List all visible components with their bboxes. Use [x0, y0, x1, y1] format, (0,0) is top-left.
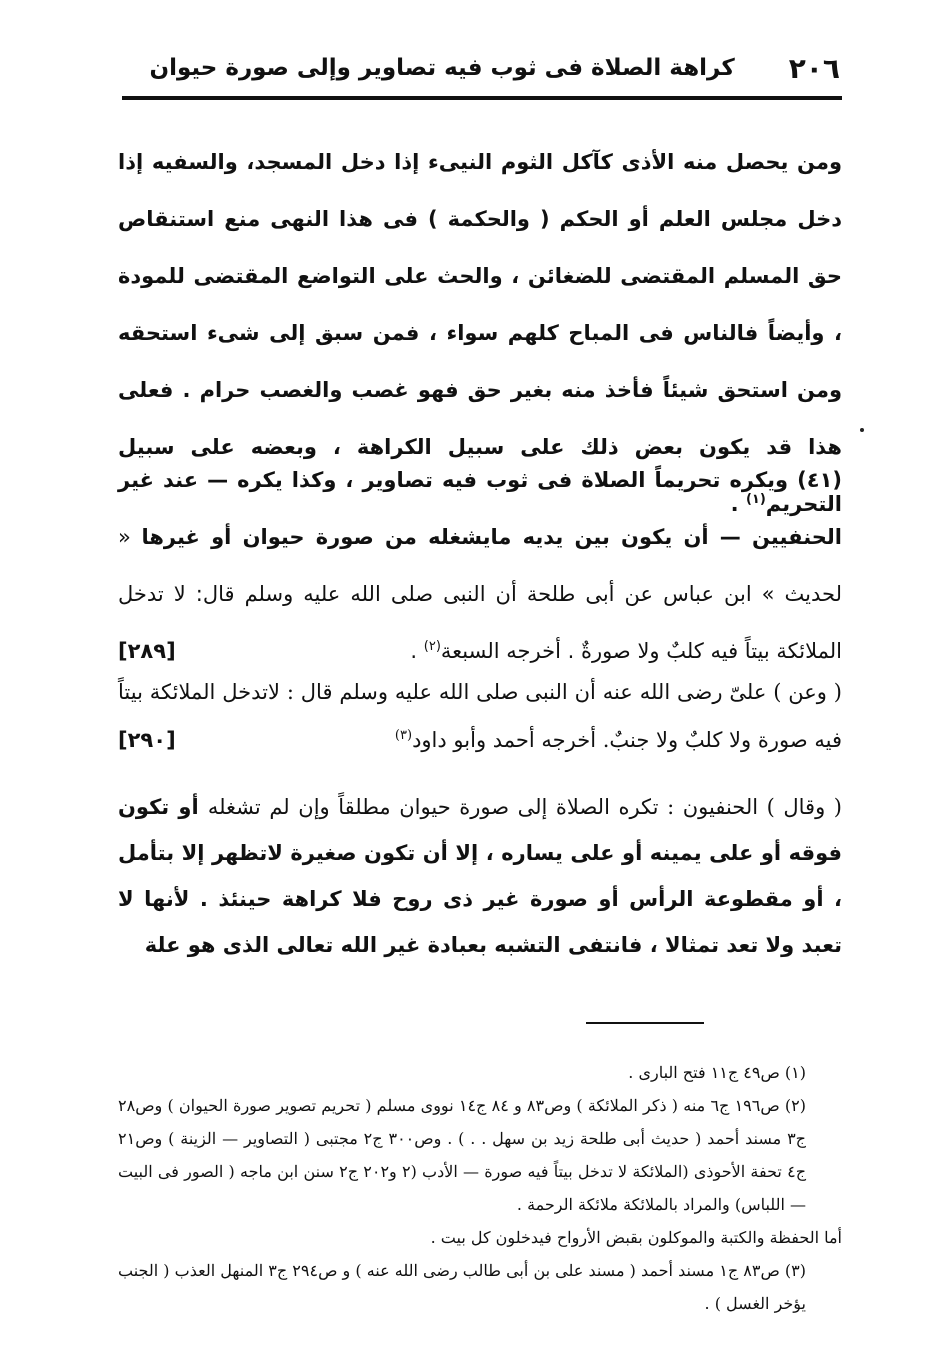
footnote-marker-3: (٣)	[394, 728, 413, 743]
footnote-3: (٣) ص٨٣ ج١ مسند أحمد ( مسند على بن أبى طالب رضى الله عنه ) و ص٢٩٤ ج٣ المنهل العذب ( الجنب يؤخر الغسل ) .	[118, 1261, 807, 1313]
hadith-number-289: [٢٨٩]	[118, 639, 176, 663]
hadith-number-290: [٢٩٠]	[118, 728, 176, 752]
footnote-divider	[586, 1022, 704, 1024]
hanafi-continuation: أو تكون فوقه أو على يمينه أو على يساره ، إلا أن تكون صغيرة لاتظهر إلا بتأمل ، أو مقطوعة الرأس أو صورة غير ذى روح فلا كراهة حينئذ . لأنها لا تعبد ولا تعد تمثالا ، فانتفى التشبه بعبادة غير الله تعالى الذى هو علة	[118, 795, 842, 957]
running-title: كراهة الصلاة فى ثوب فيه تصاوير وإلى صورة حيوان	[149, 55, 735, 81]
footnote-marker-1: (١)	[745, 492, 766, 507]
page-number: ٢٠٦	[788, 51, 840, 85]
footnote-2: (٢) ص١٩٦ ج٦ منه ( ذكر الملائكة ) وص٨٣ و ٨٤ ج١٤ نووى مسلم ( تحريم تصوير صورة الحيوان ) وص٢٨ ج٣ مسند أحمد ( حديث أبى طلحة زيد بن سهل . . ) . وص٣٠٠ ج٢ مجتبى ( التصاوير — الزينة ) وص٢١ ج٤ تحفة الأحوذى (الملائكة لا تدخل بيتاً فيه صورة — الأدب (٢ و٢٠٢ ج٢ سنن ابن ماجه ( الصور فى البيت — اللباس) والمراد بالملائكة ملائكة الرحمة .	[118, 1096, 807, 1214]
page-header	[120, 44, 840, 92]
section-41-end: .	[410, 639, 424, 663]
footnote-marker-2: (٢)	[423, 639, 441, 654]
section-41-paragraph	[118, 452, 842, 680]
header-divider	[122, 96, 842, 100]
hanafi-paragraph	[118, 784, 842, 968]
section-41-hadith: « لحديث » ابن عباس عن أبى طلحة أن النبى صلى الله عليه وسلم قال: لا تدخل الملائكة بيتاً فيه كلبٌ ولا صورةٌ . أخرجه السبعة	[118, 525, 842, 663]
footnote-1: (١) ص٤٩ ج١١ فتح البارى .	[628, 1063, 806, 1082]
ali-hadith-text: ( وعن ) علىّ رضى الله عنه أن النبى صلى الله عليه وسلم قال : لاتدخل الملائكة بيتاً فيه صورة ولا كلبٌ ولا جنبٌ. أخرجه أحمد وأبو داود	[118, 680, 842, 752]
section-41-lead: (٤١) ويكره تحريماً الصلاة فى ثوب فيه تصاوير ، وكذا يكره — عند غير الحنفيين — أن يكون بين يديه مايشغله من صورة حيوان أو غيرها	[118, 468, 842, 549]
footnote-2-continuation: أما الحفظة والكتبة والموكلون بقبض الأرواح فيدخلون كل بيت .	[430, 1228, 842, 1247]
hanafi-text: ( وقال ) الحنفيون : تكره الصلاة إلى صورة حيوان مطلقاً وإن لم تشغله	[207, 795, 842, 819]
footnotes	[118, 1056, 842, 1320]
ali-hadith-paragraph	[118, 668, 842, 764]
continued-end: .	[730, 492, 746, 516]
continued-text: ومن يحصل منه الأذى كآكل الثوم النيىء إذا دخل المسجد، والسفيه إذا دخل مجلس العلم أو الحكم ( والحكمة ) فى هذا النهى منع استنقاص حق المسلم المقتضى للضغائن ، والحث على التواضع المقتضى للمودة ، وأيضاً فالناس فى المباح كلهم سواء ، فمن سبق إلى شىء استحقه ومن استحق شيئاً فأخذ منه بغير حق فهو غصب والغصب حرام . فعلى هذا قد يكون بعض ذلك على سبيل الكراهة ، وبعضه على سبيل التحريم	[118, 150, 842, 516]
margin-dot	[860, 428, 864, 432]
